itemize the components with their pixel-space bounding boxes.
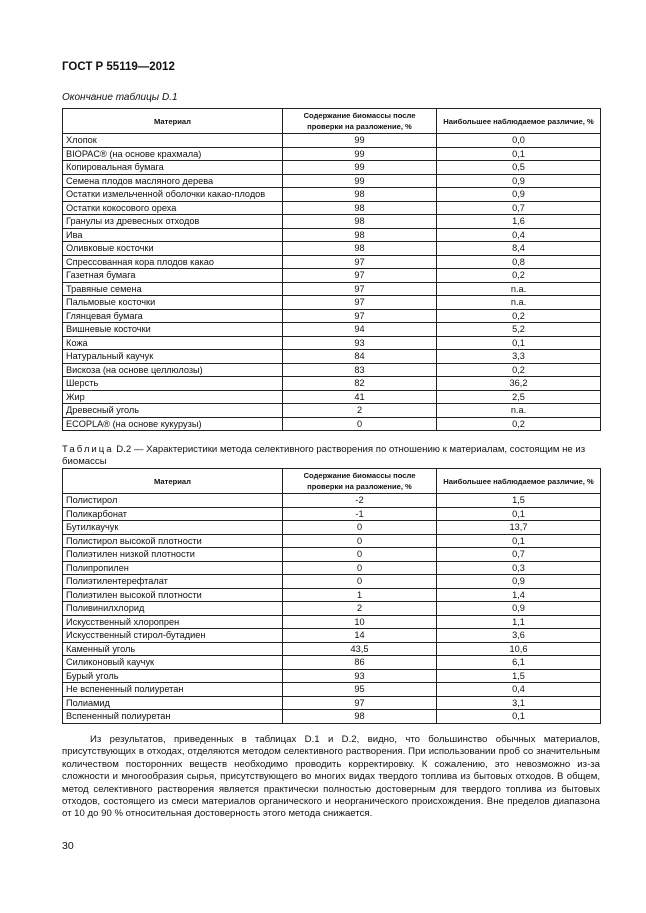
cell-material: Шерсть — [63, 377, 283, 391]
cell-difference: 0,0 — [437, 134, 601, 148]
cell-difference: 0,2 — [437, 309, 601, 323]
table-row — [63, 363, 601, 377]
cell-difference: n.a. — [437, 404, 601, 418]
cell-difference: 0,1 — [437, 336, 601, 350]
cell-difference: 0,4 — [437, 228, 601, 242]
cell-biomass-content: 84 — [283, 350, 437, 364]
cell-material: Полистирол высокой плотности — [63, 534, 283, 548]
cell-difference: 0,7 — [437, 548, 601, 562]
cell-difference: 0,2 — [437, 363, 601, 377]
table-row — [63, 561, 601, 575]
cell-biomass-content: 97 — [283, 296, 437, 310]
cell-biomass-content: 97 — [283, 269, 437, 283]
cell-material: Остатки кокосового ореха — [63, 201, 283, 215]
paragraph-text: Из результатов, приведенных в таблицах D.1 и D.2, видно, что большинство обычных материалов, присутствующих в отходах, отделяются методом селективного растворения. При использовании проб со значительным количеством посторонних веществ необходимо проводить корректировку. К сожалению, это невозможно из-за сложности и многообразия сырья, присутствующего во многих видах твердого топлива из бытовых отходов. В общем, метод селективного растворения является практически полностью достоверным для твердого топлива из бытовых отходов, состоящего из смеси материалов органического и неорганического происхождения. Вне пределов диапазона от 10 до 90 % относительная достоверность этого метода снижается. — [62, 734, 600, 820]
cell-biomass-content: 98 — [283, 242, 437, 256]
cell-biomass-content: 2 — [283, 404, 437, 418]
cell-difference: 0,5 — [437, 161, 601, 175]
table-row — [63, 602, 601, 616]
column-header-material: Материал — [63, 469, 283, 494]
cell-difference: 1,4 — [437, 588, 601, 602]
cell-biomass-content: 10 — [283, 615, 437, 629]
cell-difference: 10,6 — [437, 642, 601, 656]
table-row — [63, 588, 601, 602]
cell-material: Бутилкаучук — [63, 521, 283, 535]
cell-biomass-content: 86 — [283, 656, 437, 670]
table-row — [63, 629, 601, 643]
cell-difference: 2,5 — [437, 390, 601, 404]
cell-material: Газетная бумага — [63, 269, 283, 283]
cell-biomass-content: 2 — [283, 602, 437, 616]
table-row — [63, 201, 601, 215]
table-row — [63, 242, 601, 256]
cell-difference: 13,7 — [437, 521, 601, 535]
cell-material: Пальмовые косточки — [63, 296, 283, 310]
cell-difference: 1,1 — [437, 615, 601, 629]
table-row — [63, 309, 601, 323]
cell-biomass-content: 95 — [283, 683, 437, 697]
cell-biomass-content: -2 — [283, 494, 437, 508]
cell-difference: 0,3 — [437, 561, 601, 575]
cell-difference: 0,9 — [437, 575, 601, 589]
cell-material: Искусственный хлоропрен — [63, 615, 283, 629]
cell-material: Полиэтилен высокой плотности — [63, 588, 283, 602]
cell-biomass-content: 98 — [283, 215, 437, 229]
table-row — [63, 534, 601, 548]
table-header-row — [63, 109, 601, 134]
table-row — [63, 507, 601, 521]
cell-difference: 3,6 — [437, 629, 601, 643]
table-header-row — [63, 469, 601, 494]
cell-difference: 0,8 — [437, 255, 601, 269]
conclusion-paragraph — [62, 734, 600, 821]
cell-material: Каменный уголь — [63, 642, 283, 656]
cell-material: Вспененный полиуретан — [63, 710, 283, 724]
table-row — [63, 683, 601, 697]
table-row — [63, 255, 601, 269]
table-row — [63, 710, 601, 724]
column-header-biomass: Содержание биомассы после проверки на разложение, % — [283, 469, 437, 494]
cell-difference: 0,4 — [437, 683, 601, 697]
cell-material: Полипропилен — [63, 561, 283, 575]
column-header-biomass: Содержание биомассы после проверки на разложение, % — [283, 109, 437, 134]
table-row — [63, 615, 601, 629]
cell-material: Поликарбонат — [63, 507, 283, 521]
cell-biomass-content: 82 — [283, 377, 437, 391]
cell-biomass-content: 97 — [283, 309, 437, 323]
cell-material: Поливинилхлорид — [63, 602, 283, 616]
cell-biomass-content: 0 — [283, 561, 437, 575]
cell-difference: 6,1 — [437, 656, 601, 670]
cell-material: Копировальная бумага — [63, 161, 283, 175]
cell-material: Семена плодов масляного дерева — [63, 174, 283, 188]
table-row — [63, 575, 601, 589]
cell-material: Ива — [63, 228, 283, 242]
cell-biomass-content: 99 — [283, 174, 437, 188]
cell-biomass-content: 99 — [283, 161, 437, 175]
cell-biomass-content: 99 — [283, 147, 437, 161]
cell-difference: n.a. — [437, 282, 601, 296]
cell-material: Натуральный каучук — [63, 350, 283, 364]
table-row — [63, 521, 601, 535]
cell-biomass-content: 1 — [283, 588, 437, 602]
document-header: ГОСТ Р 55119—2012 — [62, 61, 175, 73]
cell-material: Спрессованная кора плодов какао — [63, 255, 283, 269]
cell-biomass-content: 97 — [283, 282, 437, 296]
table-row — [63, 215, 601, 229]
cell-material: Полиэтилентерефталат — [63, 575, 283, 589]
cell-difference: 8,4 — [437, 242, 601, 256]
table-row — [63, 494, 601, 508]
table-row — [63, 417, 601, 431]
cell-material: Жир — [63, 390, 283, 404]
cell-material: BIOPAC® (на основе крахмала) — [63, 147, 283, 161]
table-row — [63, 336, 601, 350]
cell-biomass-content: 43,5 — [283, 642, 437, 656]
cell-material: Гранулы из древесных отходов — [63, 215, 283, 229]
cell-biomass-content: 0 — [283, 548, 437, 562]
cell-difference: 3,1 — [437, 696, 601, 710]
cell-material: Хлопок — [63, 134, 283, 148]
table-row — [63, 174, 601, 188]
cell-difference: 0,9 — [437, 602, 601, 616]
table2-title — [62, 444, 602, 468]
table-row — [63, 323, 601, 337]
cell-difference: 3,3 — [437, 350, 601, 364]
table-row — [63, 228, 601, 242]
cell-difference: 0,1 — [437, 507, 601, 521]
cell-biomass-content: 97 — [283, 255, 437, 269]
table-d2 — [62, 468, 601, 724]
page-number: 30 — [62, 840, 74, 852]
cell-difference: 5,2 — [437, 323, 601, 337]
cell-difference: 0,9 — [437, 188, 601, 202]
cell-material: Глянцевая бумага — [63, 309, 283, 323]
cell-difference: 1,5 — [437, 669, 601, 683]
cell-material: Полистирол — [63, 494, 283, 508]
cell-biomass-content: 41 — [283, 390, 437, 404]
cell-biomass-content: 99 — [283, 134, 437, 148]
cell-difference: 0,7 — [437, 201, 601, 215]
table-row — [63, 548, 601, 562]
cell-biomass-content: 93 — [283, 336, 437, 350]
table-row — [63, 404, 601, 418]
cell-difference: 1,5 — [437, 494, 601, 508]
cell-biomass-content: 0 — [283, 534, 437, 548]
cell-material: ECOPLA® (на основе кукурузы) — [63, 417, 283, 431]
cell-difference: 0,2 — [437, 269, 601, 283]
table1-caption: Окончание таблицы D.1 — [62, 92, 178, 103]
cell-biomass-content: 14 — [283, 629, 437, 643]
column-header-difference: Наибольшее наблюдаемое различие, % — [437, 469, 601, 494]
cell-difference: 0,1 — [437, 710, 601, 724]
cell-biomass-content: 83 — [283, 363, 437, 377]
cell-material: Полиэтилен низкой плотности — [63, 548, 283, 562]
cell-biomass-content: 0 — [283, 521, 437, 535]
table-row — [63, 696, 601, 710]
table2-title-text: D.2 — Характеристики метода селективного растворения по отношению к материалам, состоящим не из биомассы — [62, 444, 586, 467]
column-header-difference: Наибольшее наблюдаемое различие, % — [437, 109, 601, 134]
table2-title-label: Таблица — [62, 444, 114, 455]
cell-biomass-content: 94 — [283, 323, 437, 337]
cell-material: Кожа — [63, 336, 283, 350]
cell-biomass-content: 0 — [283, 575, 437, 589]
table-row — [63, 282, 601, 296]
cell-biomass-content: 98 — [283, 710, 437, 724]
table-row — [63, 642, 601, 656]
cell-biomass-content: 98 — [283, 201, 437, 215]
cell-biomass-content: 93 — [283, 669, 437, 683]
cell-material: Вишневые косточки — [63, 323, 283, 337]
table-row — [63, 350, 601, 364]
cell-difference: 0,2 — [437, 417, 601, 431]
cell-material: Оливковые косточки — [63, 242, 283, 256]
table-row — [63, 188, 601, 202]
cell-difference: 0,9 — [437, 174, 601, 188]
table-d1 — [62, 108, 601, 431]
cell-material: Остатки измельченной оболочки какао-плодов — [63, 188, 283, 202]
cell-material: Полиамид — [63, 696, 283, 710]
cell-difference: 0,1 — [437, 147, 601, 161]
table-row — [63, 377, 601, 391]
table-row — [63, 161, 601, 175]
cell-difference: 1,6 — [437, 215, 601, 229]
table-row — [63, 669, 601, 683]
cell-material: Травяные семена — [63, 282, 283, 296]
cell-material: Силиконовый каучук — [63, 656, 283, 670]
cell-difference: n.a. — [437, 296, 601, 310]
cell-biomass-content: -1 — [283, 507, 437, 521]
cell-difference: 36,2 — [437, 377, 601, 391]
cell-material: Древесный уголь — [63, 404, 283, 418]
table-row — [63, 296, 601, 310]
cell-biomass-content: 98 — [283, 188, 437, 202]
table-row — [63, 147, 601, 161]
cell-biomass-content: 0 — [283, 417, 437, 431]
table-row — [63, 134, 601, 148]
cell-material: Вискоза (на основе целлюлозы) — [63, 363, 283, 377]
cell-material: Бурый уголь — [63, 669, 283, 683]
cell-biomass-content: 97 — [283, 696, 437, 710]
cell-difference: 0,1 — [437, 534, 601, 548]
table-row — [63, 656, 601, 670]
table-row — [63, 269, 601, 283]
column-header-material: Материал — [63, 109, 283, 134]
table-row — [63, 390, 601, 404]
cell-material: Не вспененный полиуретан — [63, 683, 283, 697]
cell-material: Искусственный стирол-бутадиен — [63, 629, 283, 643]
cell-biomass-content: 98 — [283, 228, 437, 242]
